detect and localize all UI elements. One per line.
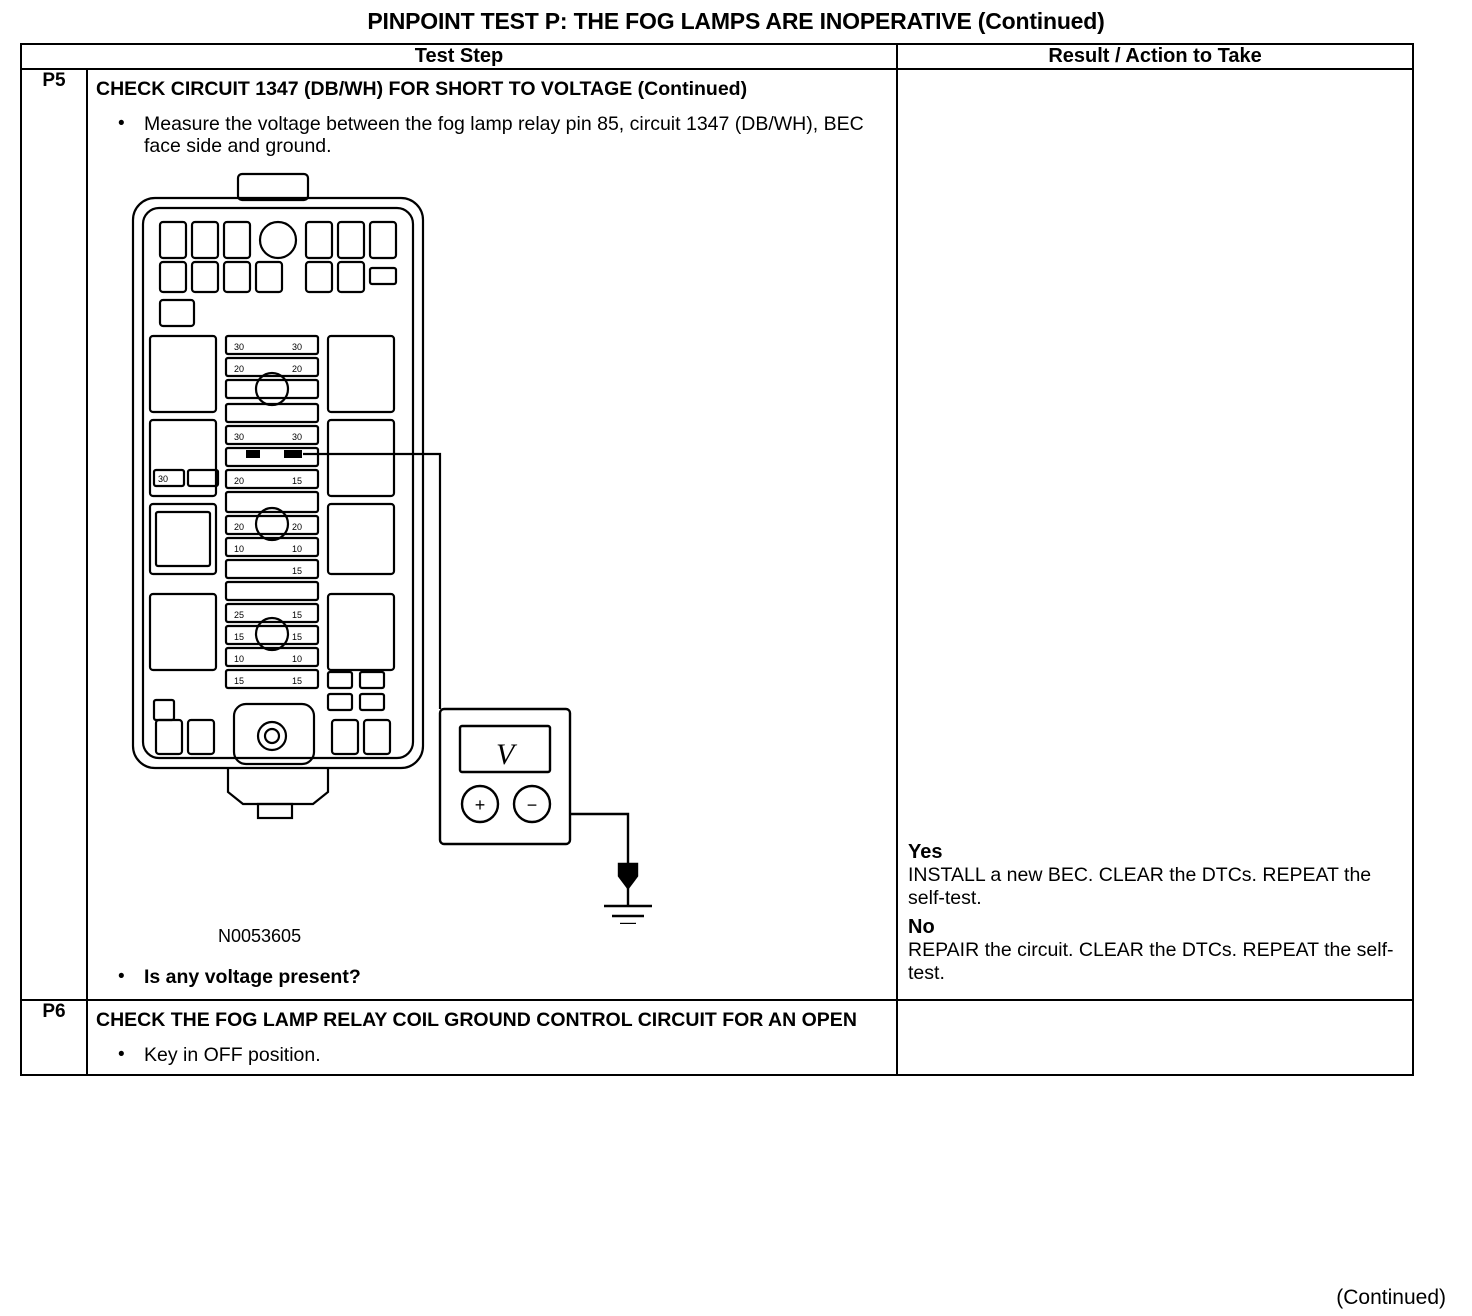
step-question	[88, 954, 896, 999]
svg-text:10: 10	[234, 654, 245, 665]
svg-text:30: 30	[234, 432, 245, 443]
svg-text:30: 30	[292, 432, 303, 443]
svg-text:15: 15	[234, 632, 245, 643]
step-content-p5	[87, 69, 897, 1000]
svg-text:15: 15	[292, 566, 303, 577]
figure-bec-voltmeter	[88, 164, 896, 954]
bullet-label: Measure the voltage between the fog lamp relay pin 85, circuit 1347 (DB/WH), BEC face side and ground.	[144, 112, 864, 158]
result-yes-text: INSTALL a new BEC. CLEAR the DTCs. REPEAT the self-test.	[908, 863, 1372, 909]
meter-negative-terminal: −	[526, 795, 538, 816]
result-no-text: REPAIR the circuit. CLEAR the DTCs. REPEAT the self-test.	[908, 939, 1394, 985]
svg-text:20: 20	[234, 476, 245, 487]
bullet-icon: •	[118, 112, 125, 134]
header-test-step: Test Step	[21, 44, 897, 69]
page-footer: (Continued)	[1336, 1286, 1446, 1309]
step-heading: CHECK CIRCUIT 1347 (DB/WH) FOR SHORT TO VOLTAGE (Continued)	[96, 78, 748, 100]
svg-text:20: 20	[234, 522, 245, 533]
meter-symbol: V	[496, 738, 515, 772]
svg-text:15: 15	[292, 632, 303, 643]
page-title: PINPOINT TEST P: THE FOG LAMPS ARE INOPERATIVE (Continued)	[367, 8, 1105, 34]
svg-text:25: 25	[234, 610, 245, 621]
table-row	[21, 69, 1413, 1000]
bullet-icon: •	[118, 1043, 125, 1065]
step-heading: CHECK THE FOG LAMP RELAY COIL GROUND CONTROL CIRCUIT FOR AN OPEN	[96, 1009, 857, 1032]
bullet-icon: •	[118, 966, 125, 988]
pinpoint-test-table	[20, 43, 1414, 1076]
svg-text:10: 10	[292, 544, 303, 555]
result-yes-label: Yes	[908, 840, 943, 863]
meter-positive-terminal: +	[474, 795, 486, 816]
svg-text:20: 20	[292, 364, 303, 375]
svg-text:20: 20	[292, 522, 303, 533]
step-id-p5: P5	[21, 69, 87, 1000]
svg-text:15: 15	[292, 676, 303, 687]
svg-text:30: 30	[158, 474, 169, 485]
svg-text:10: 10	[234, 544, 245, 555]
svg-text:15: 15	[292, 610, 303, 621]
svg-text:10: 10	[292, 654, 303, 665]
step-id-p6: P6	[21, 1000, 87, 1075]
step-bullet	[88, 1032, 896, 1075]
header-result-action: Result / Action to Take	[897, 44, 1413, 69]
svg-text:30: 30	[234, 342, 245, 353]
result-no-label: No	[908, 916, 935, 939]
svg-text:30: 30	[292, 342, 303, 353]
figure-id: N0053605	[218, 926, 302, 947]
step-content-p6	[87, 1000, 897, 1075]
svg-text:20: 20	[234, 364, 245, 375]
svg-text:15: 15	[234, 676, 245, 687]
table-row	[21, 1000, 1413, 1075]
svg-text:15: 15	[292, 476, 303, 487]
result-content-p6	[897, 1000, 1413, 1075]
result-content-p5	[897, 69, 1413, 1000]
bullet-label: Key in OFF position.	[144, 1043, 321, 1066]
bec-diagram-svg	[88, 164, 888, 924]
step-bullet	[88, 101, 896, 159]
question-label: Is any voltage present?	[144, 966, 361, 989]
table-header-row	[21, 44, 1413, 69]
